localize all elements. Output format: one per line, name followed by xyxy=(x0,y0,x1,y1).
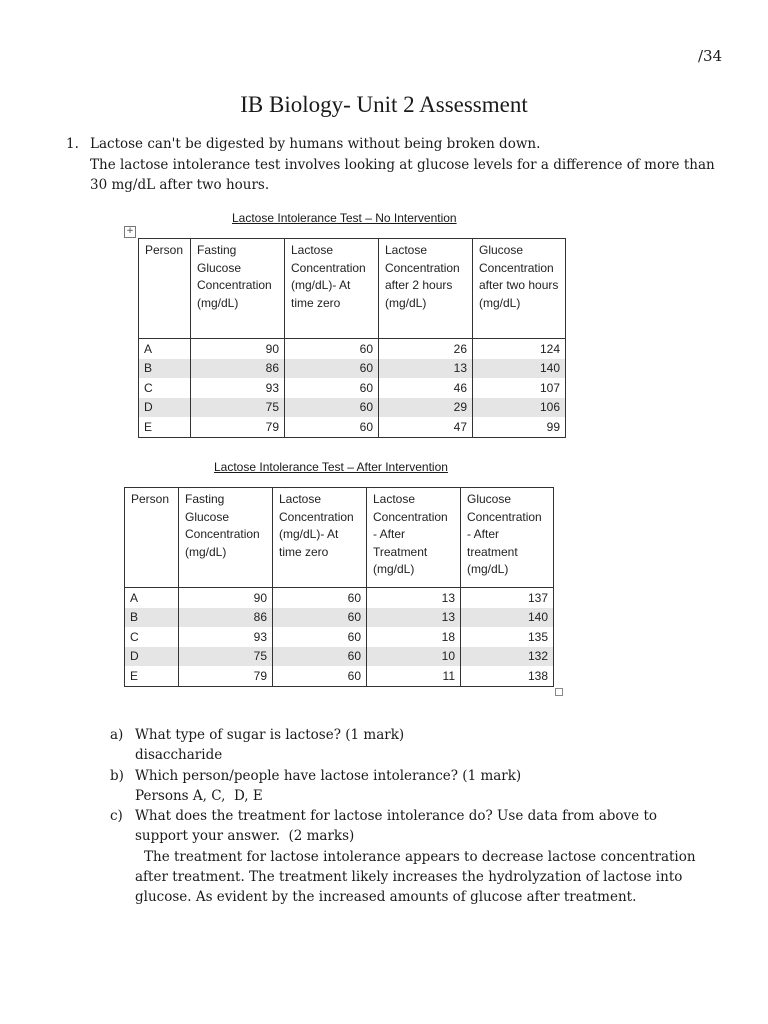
cell: 107 xyxy=(473,378,566,398)
cell: 137 xyxy=(461,588,554,608)
cell: 26 xyxy=(379,339,473,359)
cell: 93 xyxy=(191,378,285,398)
cell: E xyxy=(139,417,191,437)
cell: 13 xyxy=(367,588,461,608)
table-row xyxy=(139,339,566,359)
table-row xyxy=(125,647,554,667)
sub-question-label: a) xyxy=(110,727,124,743)
cell: 46 xyxy=(379,378,473,398)
cell: 60 xyxy=(273,666,367,686)
cell: 106 xyxy=(473,398,566,418)
column-header: Lactose Concentration (mg/dL)- At time zero xyxy=(273,488,367,588)
column-header: Fasting Glucose Concentration (mg/dL) xyxy=(179,488,273,588)
question-1 xyxy=(66,134,726,196)
cell: 138 xyxy=(461,666,554,686)
table-row xyxy=(139,359,566,379)
cell: B xyxy=(125,608,179,628)
table-resize-handle[interactable] xyxy=(555,688,563,696)
answer-text: The treatment for lactose intolerance appears to decrease lactose concentration after treatment. The treatment likely increases the hydrolyzation of lactose into glucose. As evident by the increased amounts of glucose after treatment. xyxy=(135,848,696,906)
cell: 86 xyxy=(179,608,273,628)
table-row xyxy=(139,398,566,418)
cell: 60 xyxy=(285,378,379,398)
answer-text: Persons A, C, D, E xyxy=(135,787,263,804)
cell: C xyxy=(125,627,179,647)
cell: 60 xyxy=(273,647,367,667)
table-2-caption: Lactose Intolerance Test – After Intervention xyxy=(214,460,448,474)
table-row xyxy=(125,588,554,608)
cell: C xyxy=(139,378,191,398)
cell: 60 xyxy=(285,398,379,418)
cell: 11 xyxy=(367,666,461,686)
question-number: 1. xyxy=(66,136,79,152)
cell: D xyxy=(139,398,191,418)
table-1-caption: Lactose Intolerance Test – No Intervention xyxy=(232,211,457,225)
cell: 140 xyxy=(473,359,566,379)
cell: 13 xyxy=(379,359,473,379)
sub-question-b xyxy=(110,766,710,807)
cell: 90 xyxy=(179,588,273,608)
cell: 75 xyxy=(179,647,273,667)
cell: 60 xyxy=(273,627,367,647)
column-header: Lactose Concentration (mg/dL)- At time zero xyxy=(285,239,379,339)
cell: 79 xyxy=(179,666,273,686)
question-line-1: Lactose can't be digested by humans without being broken down. xyxy=(90,136,541,152)
page-title: IB Biology- Unit 2 Assessment xyxy=(240,92,528,117)
table-row xyxy=(139,378,566,398)
column-header: Lactose Concentration after 2 hours (mg/dL) xyxy=(379,239,473,339)
sub-question-label: b) xyxy=(110,767,124,784)
question-text: What does the treatment for lactose intolerance do? Use data from above to support your answer. (2 marks) xyxy=(135,808,662,845)
cell: 47 xyxy=(379,417,473,437)
cell: 90 xyxy=(191,339,285,359)
table-after-intervention xyxy=(124,487,554,687)
answer-text: disaccharide xyxy=(135,747,223,764)
question-line-2: The lactose intolerance test involves looking at glucose levels for a difference of more than 30 mg/dL after two hours. xyxy=(90,156,715,193)
cell: 60 xyxy=(285,339,379,359)
cell: 140 xyxy=(461,608,554,628)
cell: 29 xyxy=(379,398,473,418)
cell: D xyxy=(125,647,179,667)
column-header: Lactose Concentration - After Treatment (mg/dL) xyxy=(367,488,461,588)
column-header: Person xyxy=(125,488,179,588)
table-move-handle-icon[interactable]: + xyxy=(124,226,136,238)
sub-questions xyxy=(110,725,710,908)
cell: 75 xyxy=(191,398,285,418)
table-row xyxy=(125,608,554,628)
cell: E xyxy=(125,666,179,686)
column-header: Glucose Concentration - After treatment (mg/dL) xyxy=(461,488,554,588)
table-no-intervention xyxy=(138,238,566,438)
table-row xyxy=(139,417,566,437)
column-header: Person xyxy=(139,239,191,339)
cell: 93 xyxy=(179,627,273,647)
cell: A xyxy=(125,588,179,608)
column-header: Glucose Concentration after two hours (mg/dL) xyxy=(473,239,566,339)
cell: 60 xyxy=(273,608,367,628)
cell: 124 xyxy=(473,339,566,359)
sub-question-a xyxy=(110,725,710,766)
cell: 60 xyxy=(273,588,367,608)
sub-question-c xyxy=(110,806,710,907)
cell: 10 xyxy=(367,647,461,667)
cell: 132 xyxy=(461,647,554,667)
page-number: /34 xyxy=(698,47,723,65)
cell: 86 xyxy=(191,359,285,379)
cell: 18 xyxy=(367,627,461,647)
cell: B xyxy=(139,359,191,379)
cell: 60 xyxy=(285,417,379,437)
sub-question-label: c) xyxy=(110,808,123,825)
cell: 13 xyxy=(367,608,461,628)
cell: 135 xyxy=(461,627,554,647)
cell: 79 xyxy=(191,417,285,437)
cell: 60 xyxy=(285,359,379,379)
question-text: What type of sugar is lactose? (1 mark) xyxy=(135,727,405,743)
cell: 99 xyxy=(473,417,566,437)
table-row xyxy=(125,627,554,647)
table-row xyxy=(125,666,554,686)
cell: A xyxy=(139,339,191,359)
column-header: Fasting Glucose Concentration (mg/dL) xyxy=(191,239,285,339)
question-text: Which person/people have lactose intolerance? (1 mark) xyxy=(135,767,522,784)
